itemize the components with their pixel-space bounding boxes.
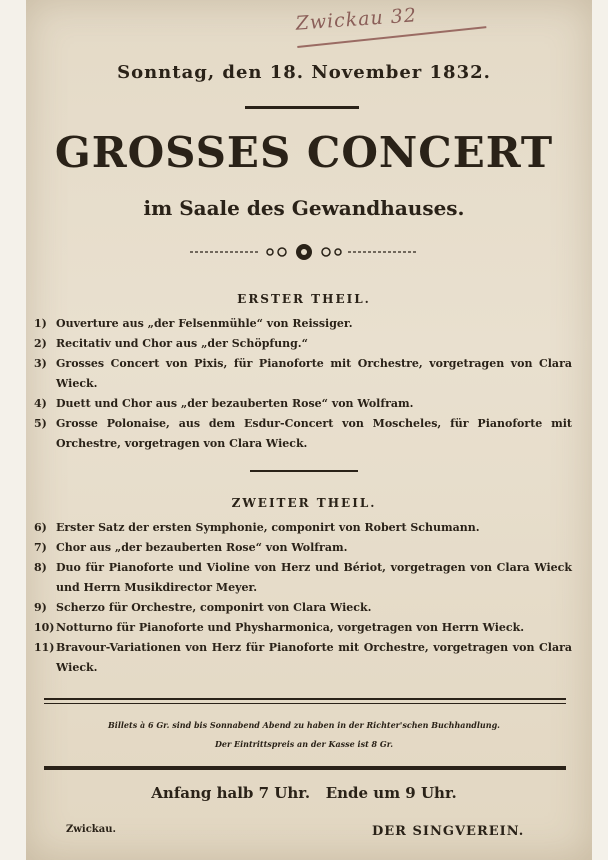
item-text: Chor aus „der bezauberten Rose“ von Wolfram. <box>56 541 348 554</box>
heavy-rule <box>44 766 566 770</box>
society-name: DER SINGVEREIN. <box>372 824 525 839</box>
item-text: Grosses Concert von Pixis, für Pianoforte mit Orchestre, vorgetragen von Clara Wieck. <box>56 357 572 390</box>
part1-list <box>34 314 572 454</box>
list-item <box>34 314 572 334</box>
ornament-divider-icon <box>190 242 418 262</box>
item-number: 5) <box>34 417 47 430</box>
list-item <box>34 334 572 354</box>
double-rule-top <box>44 698 566 700</box>
price-info: Der Eintrittspreis an der Kasse ist 8 Gr. <box>214 739 393 749</box>
list-item <box>34 518 572 538</box>
list-item <box>34 354 572 394</box>
inscription-text: Zwickau 32 <box>294 4 418 35</box>
item-text: Duo für Pianoforte und Violine von Herz und Bériot, vorgetragen von Clara Wieck und Herrn Musikdirector Meyer. <box>56 561 572 594</box>
double-rule-bottom <box>44 703 566 704</box>
item-number: 2) <box>34 337 47 350</box>
part2-list <box>34 518 572 678</box>
part1-heading: ERSTER THEIL. <box>237 292 371 306</box>
part2-heading: ZWEITER THEIL. <box>231 496 377 510</box>
item-text: Erster Satz der ersten Symphonie, componirt von Robert Schumann. <box>56 521 480 534</box>
list-item <box>34 538 572 558</box>
item-number: 3) <box>34 357 47 370</box>
item-text: Bravour-Variationen von Herz für Pianoforte mit Orchestre, vorgetragen von Clara Wieck. <box>56 641 572 674</box>
item-text: Notturno für Pianoforte und Physharmonica, vorgetragen von Herrn Wieck. <box>56 621 525 634</box>
item-text: Recitativ und Chor aus „der Schöpfung.“ <box>56 337 308 350</box>
place-name: Zwickau. <box>66 824 116 835</box>
item-text: Grosse Polonaise, aus dem Esdur-Concert von Moscheles, für Pianoforte mit Orchestre, vorgetragen von Clara Wieck. <box>56 417 572 450</box>
item-text: Ouverture aus „der Felsenmühle“ von Reissiger. <box>56 317 353 330</box>
middle-rule <box>250 470 358 472</box>
date-line: Sonntag, den 18. November 1832. <box>117 62 491 83</box>
ticket-info: Billets à 6 Gr. sind bis Sonnabend Abend zu haben in der Richter'schen Buchhandlung. <box>108 720 500 730</box>
item-text: Scherzo für Orchestre, componirt von Clara Wieck. <box>56 601 372 614</box>
item-number: 11) <box>34 641 55 654</box>
item-number: 4) <box>34 397 47 410</box>
item-text: Duett und Chor aus „der bezauberten Rose“ von Wolfram. <box>56 397 414 410</box>
list-item <box>34 394 572 414</box>
item-number: 8) <box>34 561 47 574</box>
item-number: 6) <box>34 521 47 534</box>
item-number: 7) <box>34 541 47 554</box>
item-number: 1) <box>34 317 47 330</box>
page-title: GROSSES CONCERT <box>54 128 554 177</box>
list-item <box>34 414 572 454</box>
page-subtitle: im Saale des Gewandhauses. <box>143 196 465 220</box>
concert-times: Anfang halb 7 Uhr. Ende um 9 Uhr. <box>151 784 457 802</box>
item-number: 9) <box>34 601 47 614</box>
list-item <box>34 598 572 618</box>
list-item <box>34 638 572 678</box>
item-number: 10) <box>34 621 55 634</box>
list-item <box>34 618 572 638</box>
list-item <box>34 558 572 598</box>
top-rule <box>245 106 359 109</box>
